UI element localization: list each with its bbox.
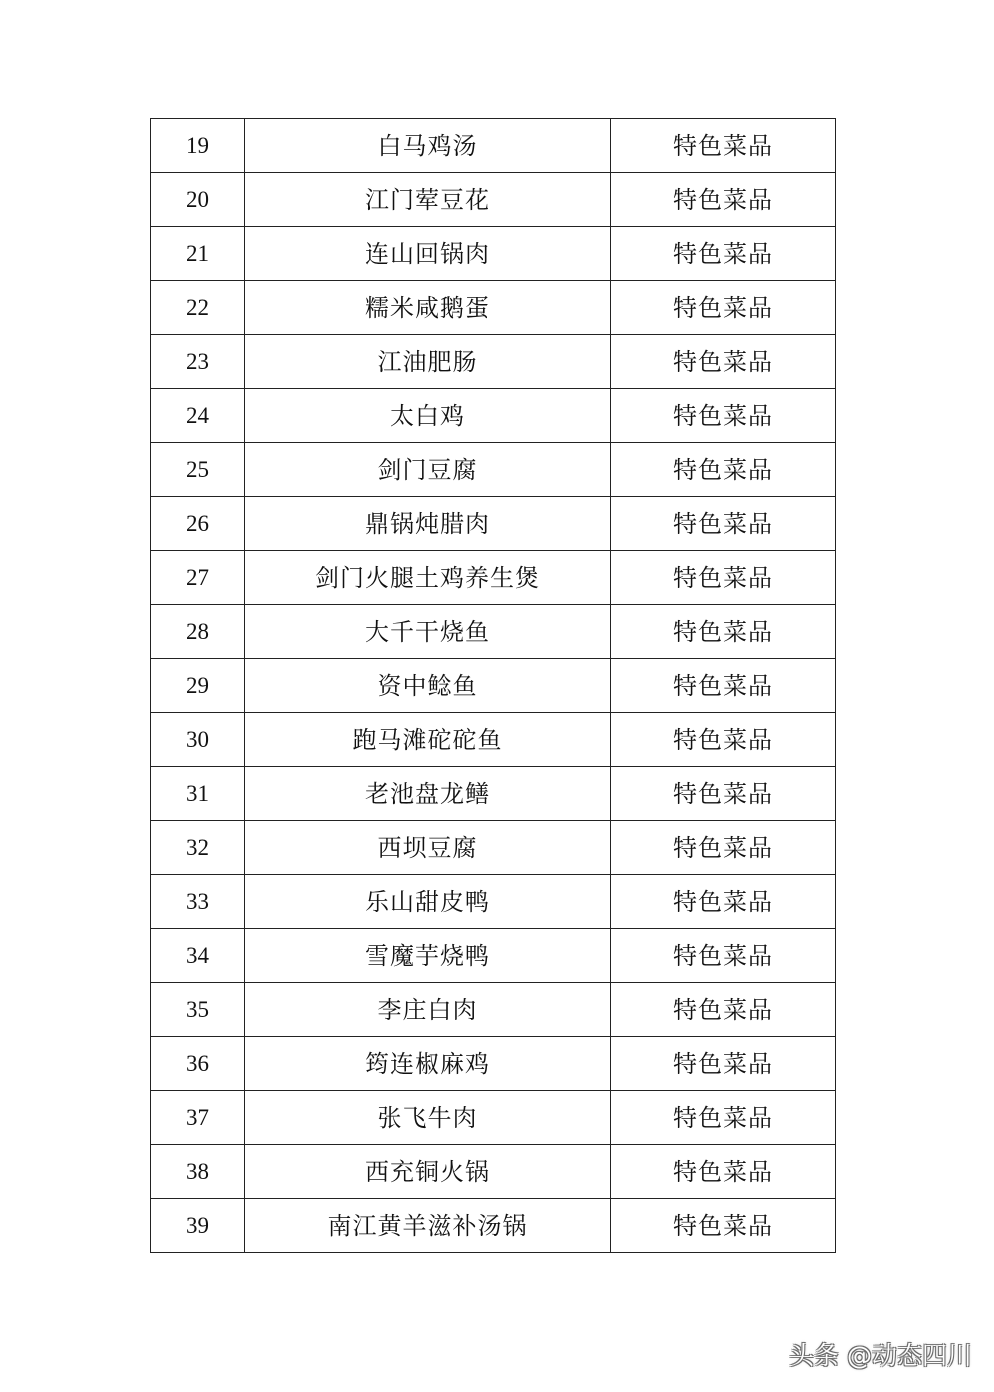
dish-name: 连山回锅肉	[245, 227, 611, 281]
table-row	[151, 605, 836, 659]
row-number: 28	[151, 605, 245, 659]
row-number: 31	[151, 767, 245, 821]
dish-name: 江门荤豆花	[245, 173, 611, 227]
row-number: 22	[151, 281, 245, 335]
dish-name: 西充铜火锅	[245, 1145, 611, 1199]
table-row	[151, 767, 836, 821]
row-number: 36	[151, 1037, 245, 1091]
row-number: 32	[151, 821, 245, 875]
dish-name: 老池盘龙鳝	[245, 767, 611, 821]
row-number: 39	[151, 1199, 245, 1253]
row-number: 34	[151, 929, 245, 983]
row-number: 26	[151, 497, 245, 551]
table-row	[151, 713, 836, 767]
dish-name: 大千干烧鱼	[245, 605, 611, 659]
dish-category: 特色菜品	[611, 605, 836, 659]
dish-name: 南江黄羊滋补汤锅	[245, 1199, 611, 1253]
row-number: 24	[151, 389, 245, 443]
row-number: 29	[151, 659, 245, 713]
table-row	[151, 1091, 836, 1145]
table-row	[151, 335, 836, 389]
table-row	[151, 173, 836, 227]
row-number: 38	[151, 1145, 245, 1199]
dish-category: 特色菜品	[611, 497, 836, 551]
dish-category: 特色菜品	[611, 227, 836, 281]
table-row	[151, 821, 836, 875]
dish-name: 剑门火腿土鸡养生煲	[245, 551, 611, 605]
watermark: 头条 @动态四川	[789, 1341, 972, 1370]
dish-name: 李庄白肉	[245, 983, 611, 1037]
dish-category: 特色菜品	[611, 335, 836, 389]
dish-name: 白马鸡汤	[245, 119, 611, 173]
dish-name: 鼎锅炖腊肉	[245, 497, 611, 551]
dish-category: 特色菜品	[611, 875, 836, 929]
dish-name: 剑门豆腐	[245, 443, 611, 497]
table-row	[151, 1199, 836, 1253]
table-row	[151, 875, 836, 929]
row-number: 21	[151, 227, 245, 281]
dish-category: 特色菜品	[611, 1091, 836, 1145]
dish-category: 特色菜品	[611, 983, 836, 1037]
dish-name: 太白鸡	[245, 389, 611, 443]
dish-category: 特色菜品	[611, 659, 836, 713]
dish-name: 筠连椒麻鸡	[245, 1037, 611, 1091]
table-row	[151, 443, 836, 497]
row-number: 30	[151, 713, 245, 767]
dish-category: 特色菜品	[611, 929, 836, 983]
dish-category: 特色菜品	[611, 767, 836, 821]
dish-table	[150, 118, 836, 1253]
table-row	[151, 1037, 836, 1091]
table-row	[151, 119, 836, 173]
row-number: 37	[151, 1091, 245, 1145]
row-number: 25	[151, 443, 245, 497]
row-number: 23	[151, 335, 245, 389]
dish-category: 特色菜品	[611, 1037, 836, 1091]
dish-category: 特色菜品	[611, 551, 836, 605]
table-row	[151, 389, 836, 443]
dish-name: 雪魔芋烧鸭	[245, 929, 611, 983]
dish-category: 特色菜品	[611, 713, 836, 767]
dish-category: 特色菜品	[611, 821, 836, 875]
dish-name: 资中鲶鱼	[245, 659, 611, 713]
table-row	[151, 551, 836, 605]
table-row	[151, 1145, 836, 1199]
dish-category: 特色菜品	[611, 281, 836, 335]
row-number: 35	[151, 983, 245, 1037]
dish-table-body	[151, 119, 836, 1253]
dish-name: 糯米咸鹅蛋	[245, 281, 611, 335]
table-row	[151, 497, 836, 551]
dish-name: 跑马滩砣砣鱼	[245, 713, 611, 767]
table-row	[151, 659, 836, 713]
dish-category: 特色菜品	[611, 173, 836, 227]
table-row	[151, 929, 836, 983]
dish-category: 特色菜品	[611, 443, 836, 497]
row-number: 20	[151, 173, 245, 227]
dish-category: 特色菜品	[611, 119, 836, 173]
dish-name: 江油肥肠	[245, 335, 611, 389]
dish-category: 特色菜品	[611, 1199, 836, 1253]
dish-name: 西坝豆腐	[245, 821, 611, 875]
row-number: 33	[151, 875, 245, 929]
dish-name: 乐山甜皮鸭	[245, 875, 611, 929]
row-number: 19	[151, 119, 245, 173]
table-row	[151, 983, 836, 1037]
table-row	[151, 227, 836, 281]
dish-category: 特色菜品	[611, 389, 836, 443]
dish-category: 特色菜品	[611, 1145, 836, 1199]
table-row	[151, 281, 836, 335]
dish-name: 张飞牛肉	[245, 1091, 611, 1145]
row-number: 27	[151, 551, 245, 605]
